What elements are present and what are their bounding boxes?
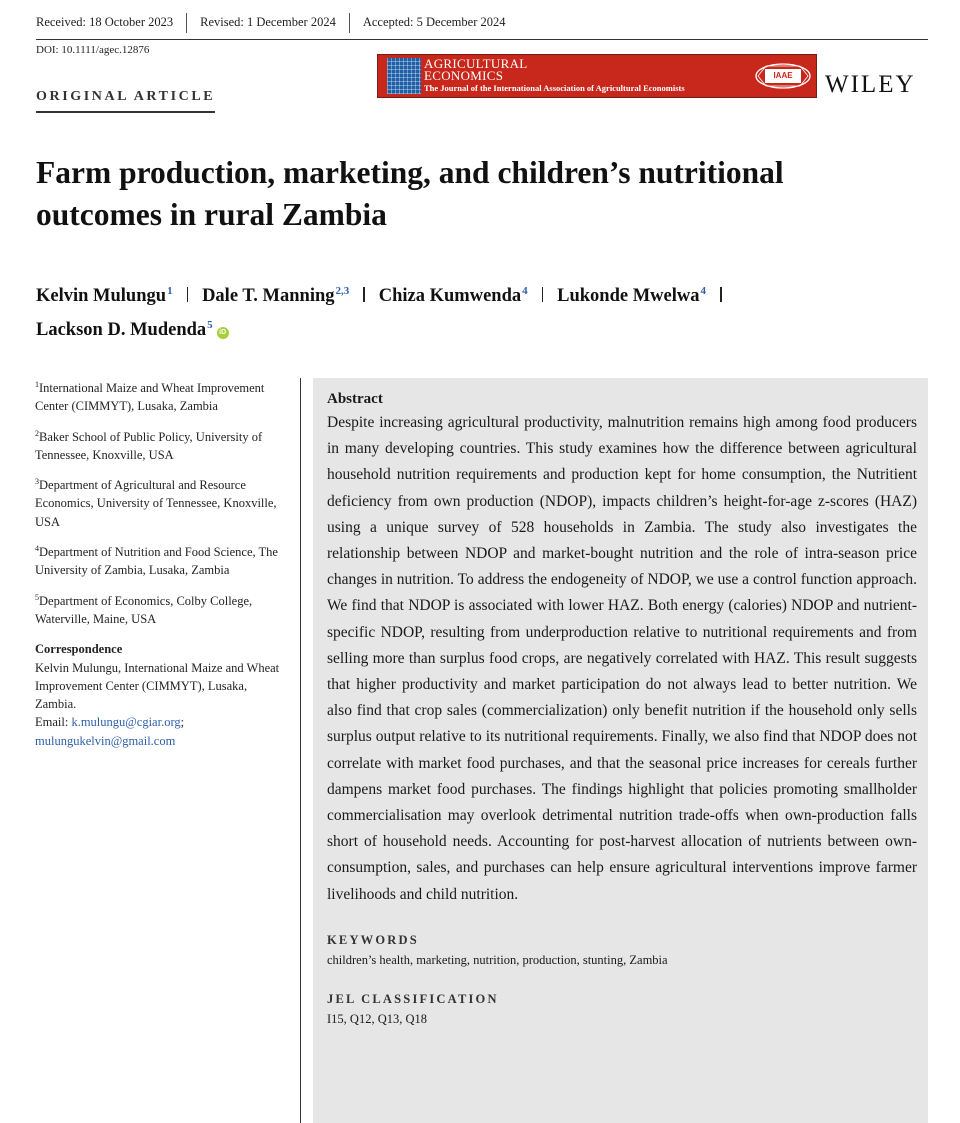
author[interactable]: Lukonde Mwelwa$^4$ [557, 285, 706, 306]
keywords-text: children’s health, marketing, nutrition, production, stunting, Zambia [327, 952, 668, 967]
author-affiliation-ref: 4 [522, 285, 528, 297]
affiliations [35, 376, 289, 750]
divider [187, 287, 189, 302]
email-link[interactable]: mulungukelvin@gmail.com [35, 733, 176, 748]
keywords-heading: KEYWORDS [327, 932, 419, 947]
correspondence-email: Email: k.mulungu@cgiar.org; [35, 715, 185, 730]
journal-grid-logo [387, 58, 421, 94]
accepted-date: Accepted: 5 December 2024 [362, 14, 506, 29]
divider [349, 13, 350, 33]
journal-name-line2: ECONOMICS [424, 68, 504, 83]
divider [720, 287, 722, 302]
journal-banner[interactable] [377, 54, 817, 98]
article-title: Farm production, marketing, and children’s nutritional outcomes in rural Zambia [36, 155, 784, 232]
author-affiliation-ref: 4 [700, 285, 706, 297]
dates-line [36, 12, 928, 40]
affiliation-item: $^4$Department of Nutrition and Food Science, The University of Zambia, Lusaka, Zambia [35, 544, 278, 578]
correspondence [35, 640, 289, 750]
journal-subtitle: The Journal of the International Association of Agricultural Economists [424, 83, 685, 93]
abstract-text: Despite increasing agricultural productivity, malnutrition remains high among food producers in many developing countries. This study examines how the difference between agricultural household nutrition requirements and production kept for home consumption, the Nutritient deficiency from own production (NDOP), impacts children’s height-for-age z-scores (HAZ) using a unique survey of 528 households in Zambia. The study also investigates the relationship between NDOP and market-bought nutrition and the role of intra-season price changes in nutrition. To address the endogeneity of NDOP, we use a control function approach. We find that NDOP is associated with lower HAZ. Both energy (calories) NDOP and nutrient-specific NDOP, resulting from underproduction relative to nutritional requirements and from selling more than surplus food crops, are negatively correlated with HAZ. This result suggests that higher productivity and market participation do not always lead to better nutrition. We also find that crop sales (commercialization) only benefit nutrition if the household only sells surplus output relative to its nutritional requirements. Finally, we also find that NDOP does not correlate with market food purchases, and that the seasonal price increases for cereals further dampens market food purchases. The findings highlight that policies promoting smallholder commercialisation may overlook detrimental nutrition trade-offs when own-production falls short of household needs. Accounting for post-harvest allocation of nutrients between own-consumption, sales, and purchases can help ensure agricultural interventions improve farmer livelihoods and child nutrition. [327, 414, 917, 903]
publisher-logo[interactable]: WILEY [825, 71, 916, 98]
email-link[interactable]: k.mulungu@cgiar.org [71, 715, 181, 730]
abstract-heading: Abstract [327, 391, 383, 407]
correspondence-text: Kelvin Mulungu, International Maize and Wheat Improvement Center (CIMMYT), Lusaka, Zambia. [35, 660, 280, 712]
journal-name-line1: AGRICULTURAL [424, 56, 528, 71]
author-affiliation-ref: 2,3 [335, 285, 350, 297]
affiliation-item: $^2$Baker School of Public Policy, University of Tennessee, Knoxville, USA [35, 428, 263, 462]
column-divider [300, 378, 301, 1123]
orcid-icon[interactable]: iD [217, 327, 229, 339]
divider [542, 287, 544, 302]
iaae-logo [754, 62, 812, 90]
divider [363, 287, 365, 302]
affiliation-item: $^5$Department of Economics, Colby College, Waterville, Maine, USA [35, 592, 253, 626]
jel-heading: JEL CLASSIFICATION [327, 991, 499, 1006]
author-affiliation-ref: 5 [207, 319, 213, 331]
author[interactable]: Dale T. Manning$^{2,3}$ [202, 285, 350, 306]
iaae-logo-text: IAAE [765, 69, 801, 83]
correspondence-heading: Correspondence [35, 642, 123, 657]
author-affiliation-ref: 1 [167, 285, 173, 297]
article-type: ORIGINAL ARTICLE [36, 89, 215, 113]
abstract-box [313, 378, 928, 1123]
doi[interactable]: DOI: 10.1111/agec.12876 [36, 44, 150, 56]
affiliation-item: $^3$Department of Agricultural and Resource Economics, University of Tennessee, Knoxville, USA [35, 477, 277, 529]
author[interactable]: Chiza Kumwenda$^4$ [378, 285, 528, 306]
affiliation-item: $^1$International Maize and Wheat Improvement Center (CIMMYT), Lusaka, Zambia [35, 380, 265, 414]
received-date: Received: 18 October 2023 [36, 14, 174, 29]
author[interactable]: Lackson D. Mudenda$^5$ [36, 319, 213, 340]
author[interactable]: Kelvin Mulungu$^1$ [36, 285, 173, 306]
revised-date: Revised: 1 December 2024 [200, 14, 336, 29]
jel-text: I15, Q12, Q13, Q18 [327, 1011, 427, 1026]
divider [186, 13, 187, 33]
author-list [36, 277, 936, 345]
